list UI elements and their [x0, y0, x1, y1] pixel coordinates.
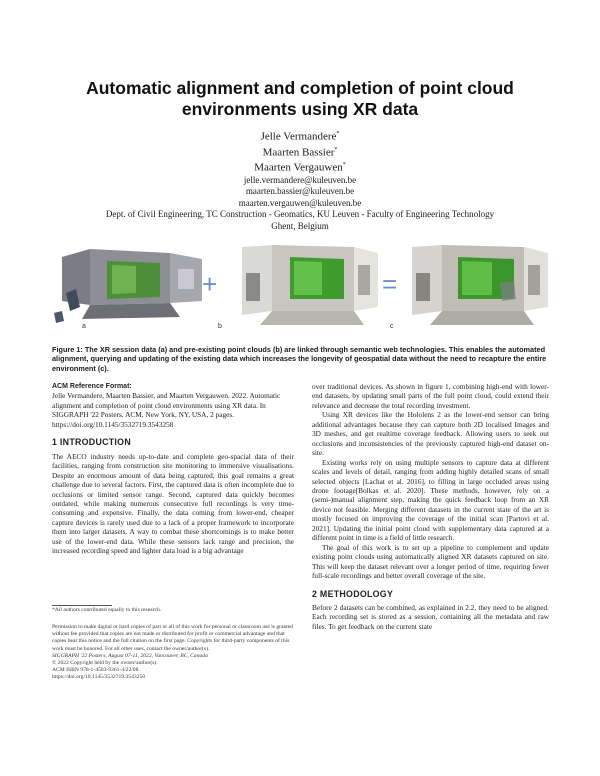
permission-text: Permission to make digital or hard copies of part or all of this work for personal or classroom use is granted without fee provided that copies are not made or distributed for profit or commercial advantage and that copies bear this notice and the full citation on the first page. Copyrights for third-party components of this work must be honored. For all other uses, contact the owner/author(s).	[52, 624, 294, 652]
teaser-figure	[52, 243, 552, 335]
right-paragraph-2: Using XR devices like the Hololens 2 as the lower-end sensor can bring additional advantages because they can capture both 2D localised Images and 3D meshes, and get realtime coverage feedback. Allowing users to seek out occlusions and inconsistencies of the previously captured high-end dataset on-site.	[312, 410, 549, 458]
paper-title	[60, 78, 540, 120]
author-email-3[interactable]: maarten.vergauwen@kuleuven.be	[238, 197, 362, 208]
figure-panel-b-point-cloud	[232, 243, 382, 327]
author-email-1[interactable]: jelle.vermandere@kuleuven.be	[243, 174, 357, 185]
doi-link[interactable]: https://doi.org/10.1145/3532719.3543258	[52, 674, 146, 681]
equals-operator: =	[382, 269, 398, 299]
footnote-block	[52, 607, 294, 614]
copyright-line: © 2022 Copyright held by the owner/author(s).	[52, 660, 158, 667]
figure-label-b: b	[218, 323, 222, 330]
author-1: Jelle Vermandere*	[260, 130, 340, 143]
plus-operator: +	[202, 269, 218, 299]
affiliation: Dept. of Civil Engineering, TC Construction - Geomatics, KU Leuven - Faculty of Engineering Technology	[105, 209, 495, 220]
figure-label-c: c	[390, 323, 394, 330]
figure-panel-c-completed-cloud	[404, 243, 552, 327]
right-paragraph-3: Existing works rely on using multiple sensors to capture data at different scales and levels of detail, ranging from adding highly detailed scans of small selected objects [Lachat et al. 2016], to filling in large occluded areas using drone footage[Bolkas et al. 2020]. These methods, however, rely on a (semi-)manual alignment step, making the quick feedback loop from an XR device not feasible. Merging different datasets in the current state of the art is mostly focused on improving the coverage of the initial scan [Partovi et al. 2021]. Updating the initial point cloud with supplementary data captured at a different point in time is a field of little research.	[312, 457, 549, 543]
figure-caption: Figure 1: The XR session data (a) and pre-existing point clouds (b) are linked through semantic web technologies. This enables the automated alignment, querying and updating of the existing data which increases the longevity of geospatial data without the need to recapture the entire environment (c).	[52, 345, 547, 373]
figure-label-a: a	[82, 323, 86, 330]
right-paragraph-1: over traditional devices. As shown in figure 1, combining high-end with lower-end datasets, by updating small parts of the full point cloud, could extend their relevance and decrease the total recording investment.	[312, 382, 549, 410]
section-heading-introduction: 1 INTRODUCTION	[52, 437, 131, 448]
venue-line: SIGGRAPH '22 Posters, August 07-11, 2022, Vancouver, BC, Canada	[52, 652, 208, 659]
left-column	[52, 382, 294, 556]
intro-paragraph-1: The AECO industry needs up-to-date and complete geo-spacial data of their facilities, ranging from construction site monitoring to immersive visualisations. Despite an enormous amount of data being captured, this goal remains a great challenge due to several factors. First, the captured data is often incomplete due to occlusions or limited sensor range. Second, captured data quickly becomes outdated, while making numerous consecutive full recordings is very time-consuming and expensive. Finally, the data coming from lower-end, cheaper capture devices is rarely used due to a lack of a proper framework to incorporate them into larger datasets. A way to combat these shortcomings is to make better use of the lower-end data. While these sensors lack range and precision, the increased recording speed and lighter data load is a big advantage	[52, 451, 294, 556]
right-column	[312, 382, 549, 631]
author-block	[40, 128, 560, 232]
title-line-1: Automatic alignment and completion of point cloud	[86, 78, 514, 98]
acm-reference-text: Jelle Vermandere, Maarten Bassier, and Maarten Vergauwen. 2022. Automatic alignment and completion of point cloud environments using XR data. In SIGGRAPH '22 Posters. ACM, New York, NY, USA, 2 pages. https://doi.org/10.1145/3532719.3543258	[52, 391, 281, 429]
title-line-2: environments using XR data	[181, 99, 419, 119]
author-2: Maarten Bassier*	[262, 146, 338, 159]
isbn-line: ACM ISBN 978-1-4503-9361-4/22/08.	[52, 667, 140, 674]
author-email-2[interactable]: maarten.bassier@kuleuven.be	[245, 186, 355, 197]
location: Ghent, Belgium	[271, 220, 329, 231]
figure-panel-a-xr-mesh	[52, 243, 212, 323]
permission-block	[52, 624, 294, 682]
section-heading-methodology: 2 METHODOLOGY	[312, 588, 394, 599]
footnote-contribution: *All authors contributed equally to this research.	[52, 607, 162, 613]
acm-reference-heading: ACM Reference Format:	[52, 383, 132, 390]
footnote-rule	[52, 605, 112, 606]
right-paragraph-4: The goal of this work is to set up a pipeline to complement and update existing point clouds using automatically aligned XR datasets captured on site. This will keep the dataset relevant over a longer period of time, requiring fewer full-scale recordings and better overall coverage of the site.	[312, 542, 549, 581]
method-paragraph-1: Before 2 datasets can be combined, as explained in 2.2, they need to be aligned. Each recording set is stored as a session, containing all the metadata and raw files. To get feedback on the current state	[312, 602, 549, 631]
author-3: Maarten Vergauwen*	[254, 161, 346, 174]
